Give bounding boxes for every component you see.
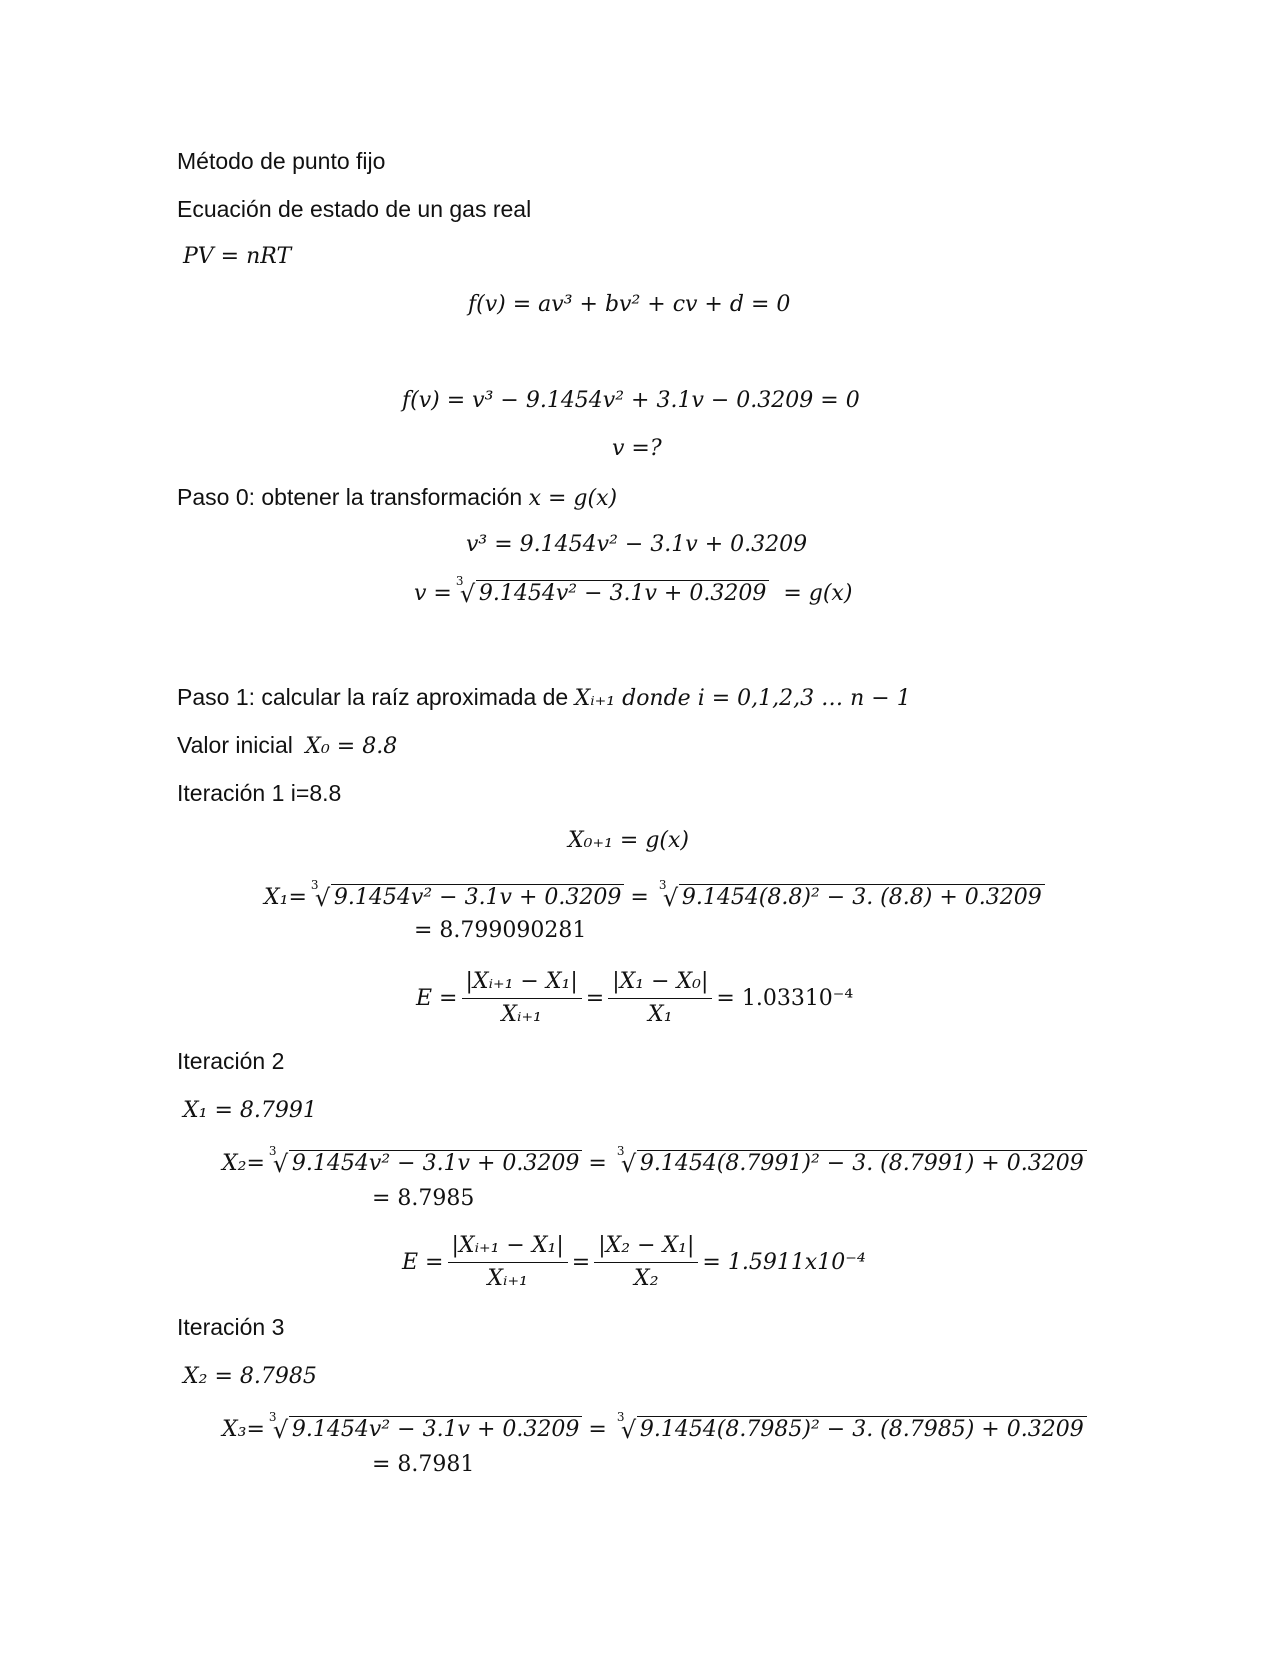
- cube-root: [454, 574, 769, 608]
- equals-sign: =: [588, 1416, 607, 1442]
- radicand: 9.1454v² − 3.1v + 0.3209: [289, 1416, 582, 1442]
- iteration-1-lhs: X₁=: [264, 884, 307, 910]
- paso1-line: [177, 682, 911, 714]
- radicand: 9.1454(8.8)² − 3. (8.8) + 0.3209: [679, 884, 1045, 910]
- iteration-1-error-equation: [416, 968, 853, 1029]
- ideal-gas-equation: PV = nRT: [183, 244, 292, 269]
- error-lhs: E =: [416, 986, 458, 1011]
- fraction-denominator: Xᵢ₊₁: [487, 1266, 528, 1291]
- error-fraction-2: [608, 968, 712, 1029]
- radical-sign-icon: √: [272, 1150, 289, 1178]
- equals-sign: =: [630, 884, 649, 910]
- paso0-eq2-rhs: = g(x): [783, 580, 853, 606]
- radical-sign-icon: √: [272, 1416, 289, 1444]
- radicand: 9.1454v² − 3.1v + 0.3209: [476, 580, 769, 606]
- radicand: 9.1454v² − 3.1v + 0.3209: [289, 1150, 582, 1176]
- paso0-equation-2: [414, 574, 853, 608]
- paso0-expression: x = g(x): [528, 486, 618, 511]
- radical-sign-icon: √: [662, 884, 679, 912]
- paso1-label: Paso 1: calcular la raíz aproximada de: [177, 684, 569, 710]
- radical-sign-icon: √: [314, 884, 331, 912]
- equals-sign: =: [588, 1150, 607, 1176]
- iteration-3-head: X₂ = 8.7985: [183, 1364, 317, 1389]
- root-index: 3: [268, 1144, 277, 1158]
- root-index: 3: [616, 1410, 625, 1424]
- paso0-label: Paso 0: obtener la transformación: [177, 484, 523, 510]
- fraction-numerator: |X₂ − X₁|: [594, 1232, 698, 1263]
- root-index: 3: [268, 1410, 277, 1424]
- iteration-1-result: = 8.799090281: [414, 918, 587, 943]
- iteration-3-label: Iteración 3: [177, 1314, 285, 1340]
- cube-root: [615, 1410, 1087, 1444]
- radicand: 9.1454v² − 3.1v + 0.3209: [331, 884, 624, 910]
- iteration-3-root-equation: [222, 1410, 1087, 1444]
- cube-root: [267, 1144, 582, 1178]
- iteration-2-root-equation: [222, 1144, 1087, 1178]
- error-value: = 1.5911x10⁻⁴: [702, 1250, 866, 1275]
- subtitle: Ecuación de estado de un gas real: [177, 196, 532, 222]
- iteration-2-head: X₁ = 8.7991: [183, 1098, 317, 1123]
- radical-sign-icon: √: [459, 580, 476, 608]
- cube-root: [267, 1410, 582, 1444]
- radical-sign-icon: √: [620, 1150, 637, 1178]
- root-index: 3: [310, 878, 319, 892]
- initial-value-expression: X₀ = 8.8: [305, 734, 398, 759]
- iteration-1-head: X₀₊₁ = g(x): [568, 828, 689, 853]
- cube-root: [615, 1144, 1087, 1178]
- root-index: 3: [658, 878, 667, 892]
- cube-root: [657, 878, 1045, 912]
- cube-root: [309, 878, 624, 912]
- radicand: 9.1454(8.7991)² − 3. (8.7991) + 0.3209: [637, 1150, 1087, 1176]
- fraction-numerator: |Xᵢ₊₁ − X₁|: [448, 1232, 568, 1263]
- radicand: 9.1454(8.7985)² − 3. (8.7985) + 0.3209: [637, 1416, 1087, 1442]
- error-value: = 1.03310⁻⁴: [716, 986, 854, 1011]
- error-fraction-2: [594, 1232, 698, 1293]
- iteration-1-label: Iteración 1 i=8.8: [177, 780, 342, 806]
- paso0-line: [177, 482, 617, 514]
- root-index: 3: [616, 1144, 625, 1158]
- error-fraction-1: [448, 1232, 568, 1293]
- iteration-2-result: = 8.7985: [372, 1186, 475, 1211]
- radical-sign-icon: √: [620, 1416, 637, 1444]
- equals-sign: =: [571, 1250, 591, 1275]
- paso0-equation-1: v³ = 9.1454v² − 3.1v + 0.3209: [466, 532, 808, 557]
- paso1-expression: Xᵢ₊₁ donde i = 0,1,2,3 … n − 1: [574, 686, 911, 711]
- iteration-3-result: = 8.7981: [372, 1452, 475, 1477]
- iteration-1-root-equation: [264, 878, 1045, 912]
- fraction-numerator: |Xᵢ₊₁ − X₁|: [462, 968, 582, 999]
- fraction-denominator: X₂: [634, 1266, 659, 1291]
- specific-cubic-equation: f(v) = v³ − 9.1454v² + 3.1v − 0.3209 = 0: [402, 388, 860, 413]
- fraction-denominator: Xᵢ₊₁: [501, 1002, 542, 1027]
- iteration-2-error-equation: [402, 1232, 866, 1293]
- general-cubic-equation: f(v) = av³ + bv² + cv + d = 0: [468, 292, 791, 317]
- error-fraction-1: [462, 968, 582, 1029]
- initial-value-label: Valor inicial: [177, 732, 293, 758]
- fraction-denominator: X₁: [648, 1002, 673, 1027]
- fraction-numerator: |X₁ − X₀|: [608, 968, 712, 999]
- paso0-eq2-lhs: v =: [414, 580, 452, 606]
- page-title: Método de punto fijo: [177, 148, 386, 174]
- iteration-2-lhs: X₂=: [222, 1150, 265, 1176]
- error-lhs: E =: [402, 1250, 444, 1275]
- root-index: 3: [455, 574, 464, 588]
- unknown-v: v =?: [612, 436, 662, 461]
- initial-value-line: [177, 730, 397, 762]
- iteration-2-label: Iteración 2: [177, 1048, 285, 1074]
- iteration-3-lhs: X₃=: [222, 1416, 265, 1442]
- equals-sign: =: [585, 986, 605, 1011]
